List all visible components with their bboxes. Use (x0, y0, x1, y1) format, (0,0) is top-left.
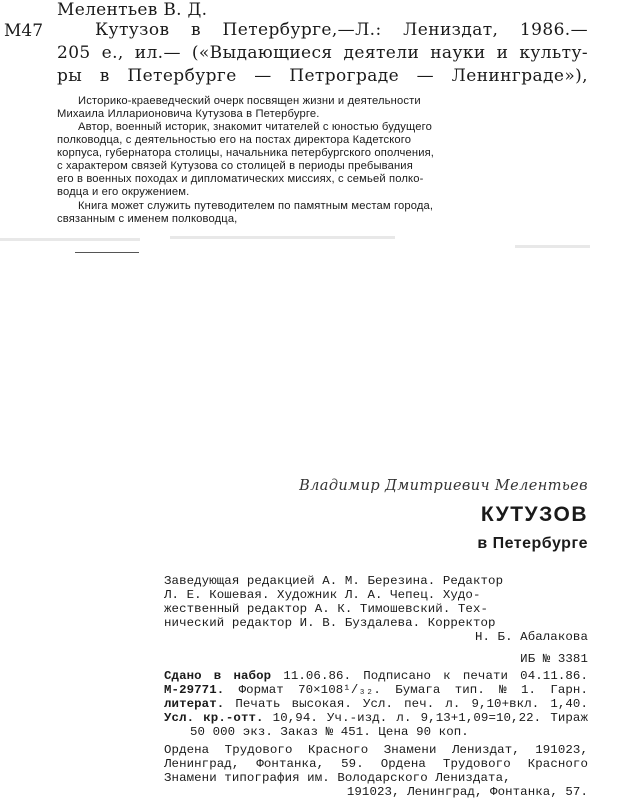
imprint-print-text: Формат 70×108¹/₃₂. Бумага тип. № 1. Гарн. (224, 683, 588, 697)
imprint-staff-line: Заведующая редакцией А. М. Березина. Редактор (164, 574, 504, 588)
annotation-line: полководца, с деятельностью его на постах директора Кадетского (57, 134, 412, 146)
annotation-line: корпуса, губернатора столицы, начальника петербургского ополчения, (57, 147, 435, 159)
imprint-staff-line: Л. Е. Кошевая. Художник Л. А. Чепец. Худо- (164, 588, 481, 602)
card-line: 205 е., ил.— («Выдающиеся деятели науки и культу- (57, 43, 588, 63)
bleed-through-mark (170, 236, 395, 239)
imprint-publisher-line: Ордена Трудового Красного Знамени Лениздат, 191023, (164, 743, 588, 757)
imprint-publisher-line: Знамени типография им. Володарского Лениздата, (164, 771, 511, 785)
imprint-print-label: М-29771. (164, 683, 225, 697)
imprint-publisher-line: 191023, Ленинград, Фонтанка, 57. (346, 785, 588, 799)
card-author-heading: Мелентьев В. Д. (57, 0, 208, 20)
imprint-staff-line: жественный редактор А. К. Тимошевский. Тех- (164, 602, 489, 616)
imprint-print-line (164, 669, 588, 683)
ib-number: ИБ № 3381 (520, 652, 588, 666)
card-class-code: М47 (4, 21, 44, 41)
annotation-line: связанным с именем полководца, (57, 213, 238, 225)
imprint-print-line (190, 725, 469, 739)
imprint-staff-line: нический редактор И. В. Буздалева. Корректор (164, 616, 496, 630)
annotation-line: водца и его окружением. (57, 186, 190, 198)
imprint-print-line (164, 697, 588, 711)
card-line: Кутузов в Петербурге,—Л.: Лениздат, 1986.— (95, 20, 588, 40)
book-title: КУТУЗОВ (480, 503, 588, 526)
bleed-through-mark (0, 238, 140, 241)
imprint-staff-line: Н. Б. Абалакова (474, 630, 588, 644)
imprint-print-text: 10,94. Уч.-изд. л. 9,13+1,09=10,22. Тираж (263, 711, 588, 725)
book-subtitle: в Петербурге (477, 535, 588, 552)
imprint-print-line (164, 683, 588, 697)
bleed-through-mark (515, 245, 590, 248)
annotation-line: его в военных походах и дипломатических миссиях, с семьей полко- (57, 173, 424, 185)
imprint-print-text: 50 000 экз. Заказ № 451. Цена 90 коп. (190, 725, 469, 739)
annotation-line: Автор, военный историк, знакомит читателей с юностью будущего (78, 121, 432, 133)
card-line: ры в Петербурге — Петрограде — Ленинграде»), (57, 66, 588, 86)
imprint-print-label: Усл. кр.-отт. (164, 711, 264, 725)
imprint-print-line (164, 711, 588, 725)
imprint-print-text: Печать высокая. Усл. печ. л. 9,10+вкл. 1,40. (224, 697, 588, 711)
divider-rule (75, 252, 139, 253)
annotation-line: с характером связей Кутузова со столицей в периоды пребывания (57, 160, 413, 172)
imprint-publisher-line: Ленинград, Фонтанка, 59. Ордена Трудового Красного (164, 757, 588, 771)
annotation-line: Книга может служить путеводителем по памятным местам города, (78, 200, 434, 212)
imprint-print-label: Сдано в набор (164, 669, 272, 683)
imprint-print-label: литерат. (164, 697, 225, 711)
imprint-print-text: 11.06.86. Подписано к печати 04.11.86. (271, 669, 589, 683)
annotation-line: Историко-краеведческий очерк посвящен жизни и деятельности (78, 95, 421, 107)
annotation-line: Михаила Илларионовича Кутузова в Петербурге. (57, 108, 320, 120)
book-author: Владимир Дмитриевич Мелентьев (299, 478, 588, 494)
